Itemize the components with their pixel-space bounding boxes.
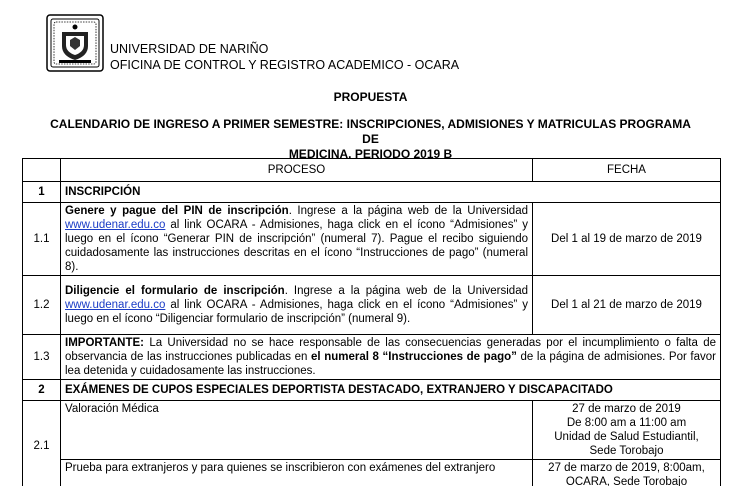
- document-title: [44, 117, 697, 162]
- note-text: La Universidad no se hace responsable de las consecuencias generadas por el incumplimiento o falta de observancia de las instrucciones publicadas en: [65, 337, 716, 363]
- document-label: PROPUESTA: [333, 90, 408, 104]
- row-proceso: Prueba para extranjeros y para quienes se inscribieron con exámenes del extranjero: [61, 460, 533, 486]
- row-proceso: Valoración Médica: [61, 401, 533, 460]
- table-header-row: [23, 159, 721, 182]
- table-row: [23, 460, 721, 486]
- row-fecha: [533, 460, 721, 486]
- table-row: [23, 276, 721, 335]
- website-link[interactable]: www.udenar.edu.co: [65, 219, 166, 231]
- row-fecha: Del 1 al 19 de marzo de 2019: [533, 203, 721, 276]
- section-number: 2: [23, 380, 61, 401]
- table-row: [23, 335, 721, 380]
- step-text: al link OCARA - Admisiones, haga click en el ícono “Admisiones” y luego en el ícono “Generar PIN de inscripción” (numeral 7). Pague el recibo siguiendo cuidadosamente las instrucciones descritas en el ícono “Instrucciones de pago” (numeral 8).: [65, 219, 528, 273]
- website-link[interactable]: www.udenar.edu.co: [65, 299, 166, 311]
- note-highlight: el numeral 8 “Instrucciones de pago”: [311, 351, 517, 363]
- university-heading: [110, 41, 459, 73]
- fecha-line: Unidad de Salud Estudiantil,: [554, 431, 699, 443]
- header-num-cell: [23, 159, 61, 182]
- row-proceso: [61, 203, 533, 276]
- row-number: 1.1: [23, 203, 61, 276]
- university-name: UNIVERSIDAD DE NARIÑO: [110, 42, 269, 56]
- table-row: [23, 203, 721, 276]
- title-line-1: CALENDARIO DE INGRESO A PRIMER SEMESTRE: INSCRIPCIONES, ADMISIONES Y MATRICULAS PROGRAMA DE: [50, 117, 691, 146]
- note-text: de la página de admisiones. Por favor lea detenida y cuidadosamente las instrucciones.: [65, 351, 716, 377]
- row-number: 1.2: [23, 276, 61, 335]
- fecha-line: De 8:00 am a 11:00 am: [566, 417, 687, 429]
- important-note: [61, 335, 721, 380]
- fecha-line: OCARA, Sede Torobajo: [565, 476, 688, 486]
- step-title: Diligencie el formulario de inscripción: [65, 285, 285, 297]
- fecha-line: 27 de marzo de 2019: [572, 403, 681, 415]
- calendar-table: [22, 158, 721, 486]
- step-text: . Ingrese a la página web de la Universidad: [288, 205, 528, 217]
- row-proceso: [61, 276, 533, 335]
- row-number: 2.1: [23, 401, 61, 486]
- section-number: 1: [23, 182, 61, 203]
- section-row-inscripcion: [23, 182, 721, 203]
- section-row-examenes: [23, 380, 721, 401]
- university-seal-icon: [46, 14, 104, 72]
- fecha-line: Sede Torobajo: [589, 445, 664, 457]
- header-proceso: PROCESO: [61, 159, 533, 182]
- step-text: al link OCARA - Admisiones, haga click en el ícono “Admisiones” y luego en el ícono “Diligenciar formulario de inscripción” (numeral 9).: [65, 299, 528, 325]
- office-name: OFICINA DE CONTROL Y REGISTRO ACADEMICO - OCARA: [110, 58, 460, 72]
- row-number: 1.3: [23, 335, 61, 380]
- step-title: Genere y pague del PIN de inscripción: [65, 205, 289, 217]
- header-fecha: FECHA: [533, 159, 721, 182]
- step-text: . Ingrese a la página web de la Universidad: [284, 285, 528, 297]
- section-title: EXÁMENES DE CUPOS ESPECIALES DEPORTISTA DESTACADO, EXTRANJERO Y DISCAPACITADO: [61, 380, 721, 401]
- table-row: [23, 401, 721, 460]
- fecha-line: 27 de marzo de 2019, 8:00am,: [548, 462, 705, 474]
- row-fecha: [533, 401, 721, 460]
- row-fecha: Del 1 al 21 de marzo de 2019: [533, 276, 721, 335]
- section-title: INSCRIPCIÓN: [61, 182, 721, 203]
- important-label: IMPORTANTE:: [65, 337, 145, 349]
- title-line-2: MEDICINA. PERIODO 2019 B: [288, 147, 453, 161]
